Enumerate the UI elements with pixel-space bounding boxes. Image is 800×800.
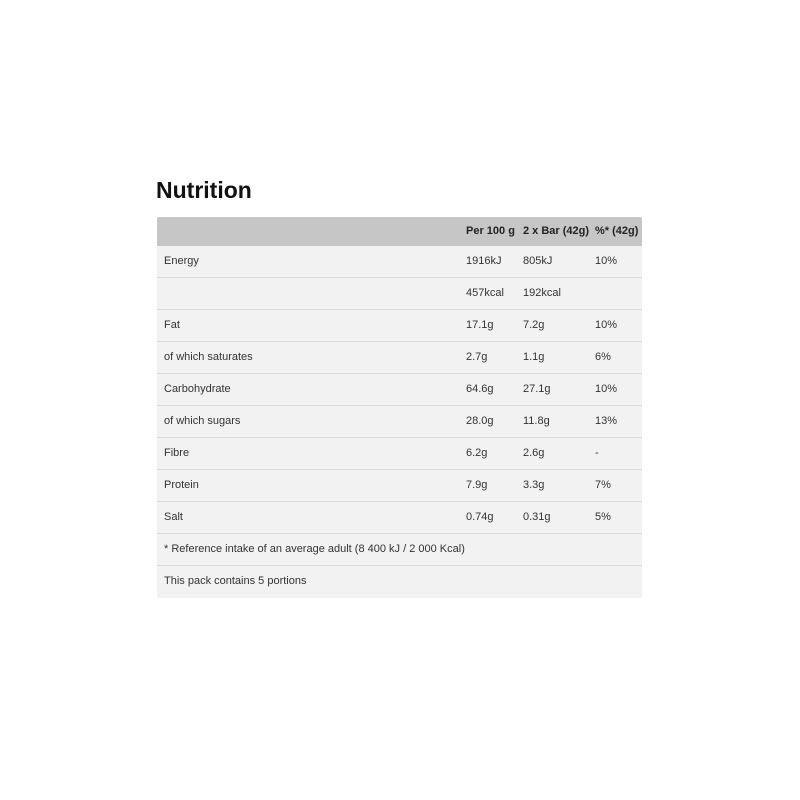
footnote-row	[157, 534, 642, 566]
row-label: of which saturates	[164, 351, 253, 363]
footnote-row	[157, 566, 642, 598]
row-per-100g: 64.6g	[466, 383, 494, 395]
row-reference-intake: 10%	[595, 255, 618, 267]
row-per-portion: 2.6g	[523, 447, 545, 459]
row-per-100g: 6.2g	[466, 447, 488, 459]
table-row	[157, 278, 642, 310]
row-per-portion: 11.8g	[523, 415, 550, 427]
row-reference-intake: 6%	[595, 351, 611, 363]
row-per-portion: 0.31g	[523, 511, 551, 523]
row-reference-intake: 5%	[595, 511, 611, 523]
table-row	[157, 246, 642, 278]
table-row	[157, 502, 642, 534]
row-label: Carbohydrate	[164, 383, 231, 395]
row-per-portion: 192kcal	[523, 287, 561, 299]
table-row	[157, 310, 642, 342]
row-reference-intake: 10%	[595, 319, 618, 331]
nutrition-table	[157, 217, 642, 598]
row-per-100g: 7.9g	[466, 479, 488, 491]
row-label: Fibre	[164, 447, 190, 459]
row-per-100g: 2.7g	[466, 351, 488, 363]
row-reference-intake: 7%	[595, 479, 611, 491]
row-per-100g: 0.74g	[466, 511, 494, 523]
row-per-100g: 28.0g	[466, 415, 494, 427]
page-title: Nutrition	[156, 177, 252, 203]
row-label: Salt	[164, 511, 183, 523]
row-reference-intake: 13%	[595, 415, 618, 427]
row-label: Fat	[164, 319, 180, 331]
header-per-portion: 2 x Bar (42g)	[523, 225, 590, 237]
header-per-100g: Per 100 g	[466, 225, 515, 237]
portions-footnote: This pack contains 5 portions	[164, 575, 307, 587]
row-reference-intake: -	[595, 447, 599, 459]
row-per-100g: 457kcal	[466, 287, 504, 299]
row-per-portion: 7.2g	[523, 319, 545, 331]
reference-intake-footnote: * Reference intake of an average adult (8 400 kJ / 2 000 Kcal)	[164, 543, 465, 555]
row-per-100g: 17.1g	[466, 319, 494, 331]
row-reference-intake: 10%	[595, 383, 618, 395]
row-label: Protein	[164, 479, 199, 491]
table-header-row	[157, 217, 642, 246]
row-label: of which sugars	[164, 415, 241, 427]
table-row	[157, 374, 642, 406]
row-label: Energy	[164, 255, 199, 267]
table-row	[157, 470, 642, 502]
row-per-portion: 27.1g	[523, 383, 551, 395]
row-per-portion: 3.3g	[523, 479, 545, 491]
row-per-100g: 1916kJ	[466, 255, 502, 267]
table-row	[157, 406, 642, 438]
table-row	[157, 342, 642, 374]
header-reference-intake: %* (42g)	[595, 225, 639, 237]
row-per-portion: 1.1g	[523, 351, 545, 363]
table-row	[157, 438, 642, 470]
row-per-portion: 805kJ	[523, 255, 553, 267]
